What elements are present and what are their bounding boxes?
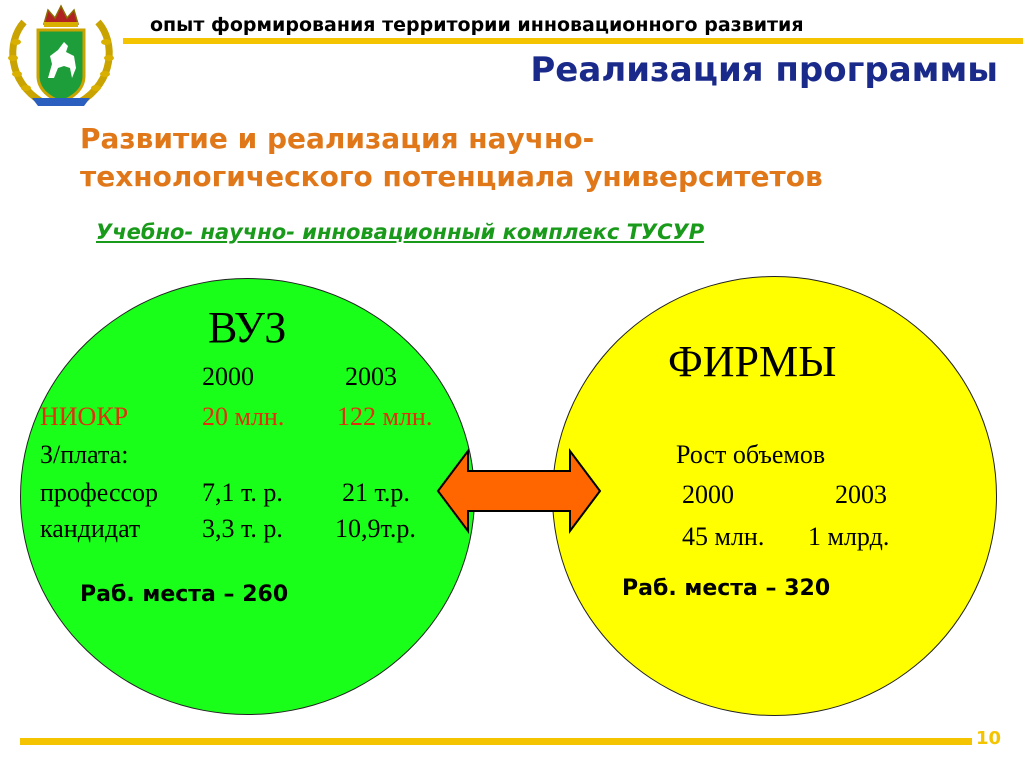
candidate-value-2003: 10,9т.р. [335, 514, 416, 543]
university-year-2003: 2003 [345, 362, 397, 391]
header-top-text: опыт формирования территории инновационного развития [150, 14, 804, 36]
subtitle-line-2: технологического потенциала университетов [80, 160, 823, 193]
niokr-label: НИОКР [40, 402, 129, 431]
candidate-value-2000: 3,3 т. р. [202, 514, 283, 543]
page-title: Реализация программы [530, 50, 998, 90]
firms-value-2000: 45 млн. [682, 522, 765, 551]
page-number: 10 [976, 728, 1002, 749]
subtitle [80, 120, 1010, 196]
salary-label: З/плата: [40, 440, 129, 469]
niokr-value-2000: 20 млн. [202, 402, 285, 431]
firms-growth-label: Рост объемов [676, 440, 826, 469]
university-year-2000: 2000 [202, 362, 254, 391]
firms-value-2003: 1 млрд. [808, 522, 890, 551]
tomsk-coat-of-arms-icon [2, 2, 120, 112]
subtitle-line-1: Развитие и реализация научно- [80, 122, 595, 155]
double-arrow-icon [436, 448, 604, 534]
header-divider [123, 38, 1023, 44]
niokr-value-2003: 122 млн. [337, 402, 433, 431]
university-title: ВУЗ [208, 303, 287, 352]
firms-year-2003: 2003 [835, 480, 887, 509]
candidate-label: кандидат [40, 514, 141, 543]
professor-value-2003: 21 т.р. [342, 478, 410, 507]
firms-jobs: Раб. места – 320 [622, 576, 831, 601]
university-jobs: Раб. места – 260 [80, 582, 289, 607]
footer-divider [20, 738, 972, 745]
complex-title: Учебно- научно- инновационный комплекс ТУСУР [96, 220, 705, 244]
professor-label: профессор [40, 478, 159, 507]
professor-value-2000: 7,1 т. р. [202, 478, 283, 507]
firms-title: ФИРМЫ [668, 337, 837, 386]
firms-year-2000: 2000 [682, 480, 734, 509]
